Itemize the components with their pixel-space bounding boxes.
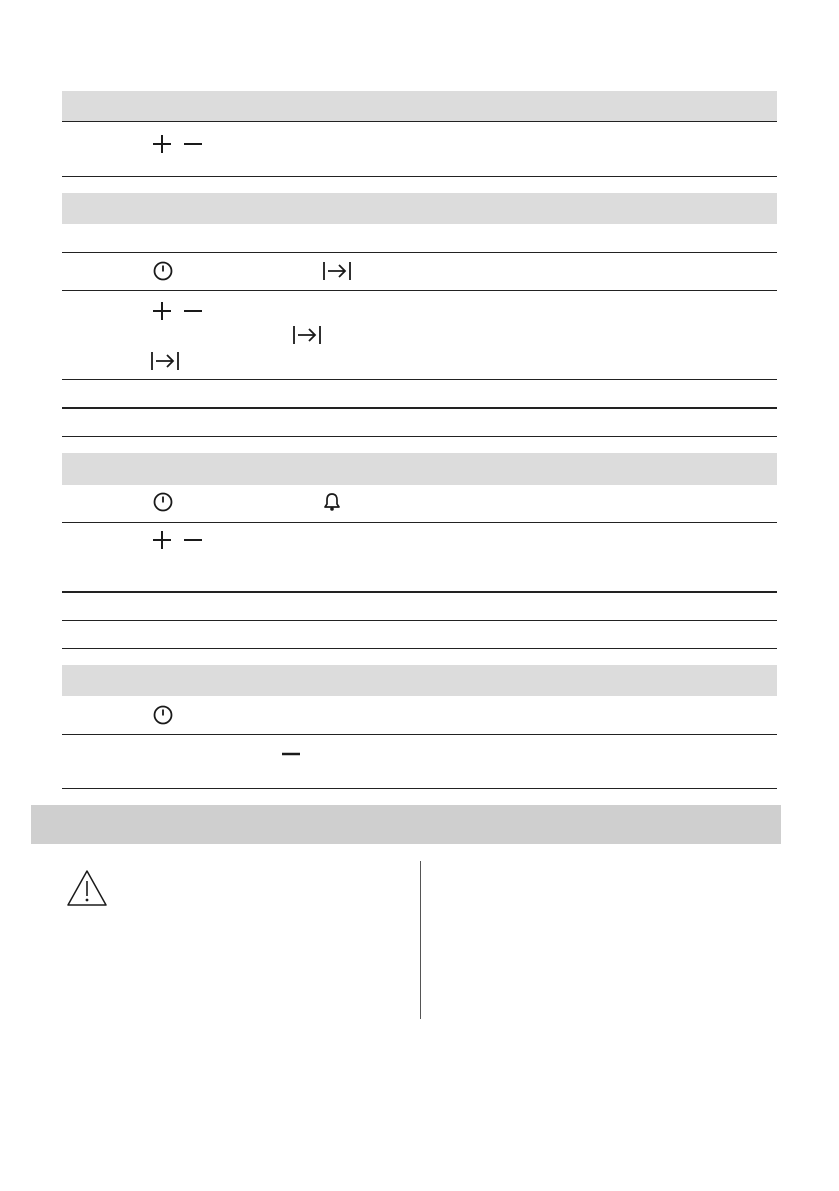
table-rule xyxy=(62,252,777,253)
plus-icon xyxy=(152,301,172,321)
table-rule xyxy=(62,379,777,380)
column-divider xyxy=(420,861,421,1019)
plus-icon xyxy=(152,134,172,154)
table-rule xyxy=(62,591,777,593)
table-rule xyxy=(62,788,777,789)
clock-icon xyxy=(153,705,173,725)
table-rule xyxy=(62,176,777,177)
section-header-band xyxy=(62,453,777,485)
chapter-header-band xyxy=(31,805,781,844)
minus-icon xyxy=(281,744,301,764)
table-rule xyxy=(62,648,777,649)
end-time-arrow-icon xyxy=(292,325,322,345)
clock-icon xyxy=(153,261,173,281)
section-header-band xyxy=(62,193,777,224)
table-rule xyxy=(62,734,777,735)
table-rule xyxy=(62,407,777,409)
bell-icon xyxy=(322,492,342,512)
clock-icon xyxy=(153,492,173,512)
table-rule xyxy=(62,290,777,291)
minus-icon xyxy=(183,301,203,321)
minus-icon xyxy=(183,134,203,154)
end-time-arrow-icon xyxy=(322,261,352,281)
minus-icon xyxy=(183,530,203,550)
end-time-arrow-icon xyxy=(150,351,180,371)
table-rule xyxy=(62,121,777,122)
warning-triangle-icon xyxy=(66,869,108,907)
table-rule xyxy=(62,436,777,437)
plus-icon xyxy=(152,530,172,550)
table-rule xyxy=(62,522,777,523)
section-header-band xyxy=(62,91,777,121)
table-rule xyxy=(62,620,777,621)
section-header-band xyxy=(62,665,777,696)
